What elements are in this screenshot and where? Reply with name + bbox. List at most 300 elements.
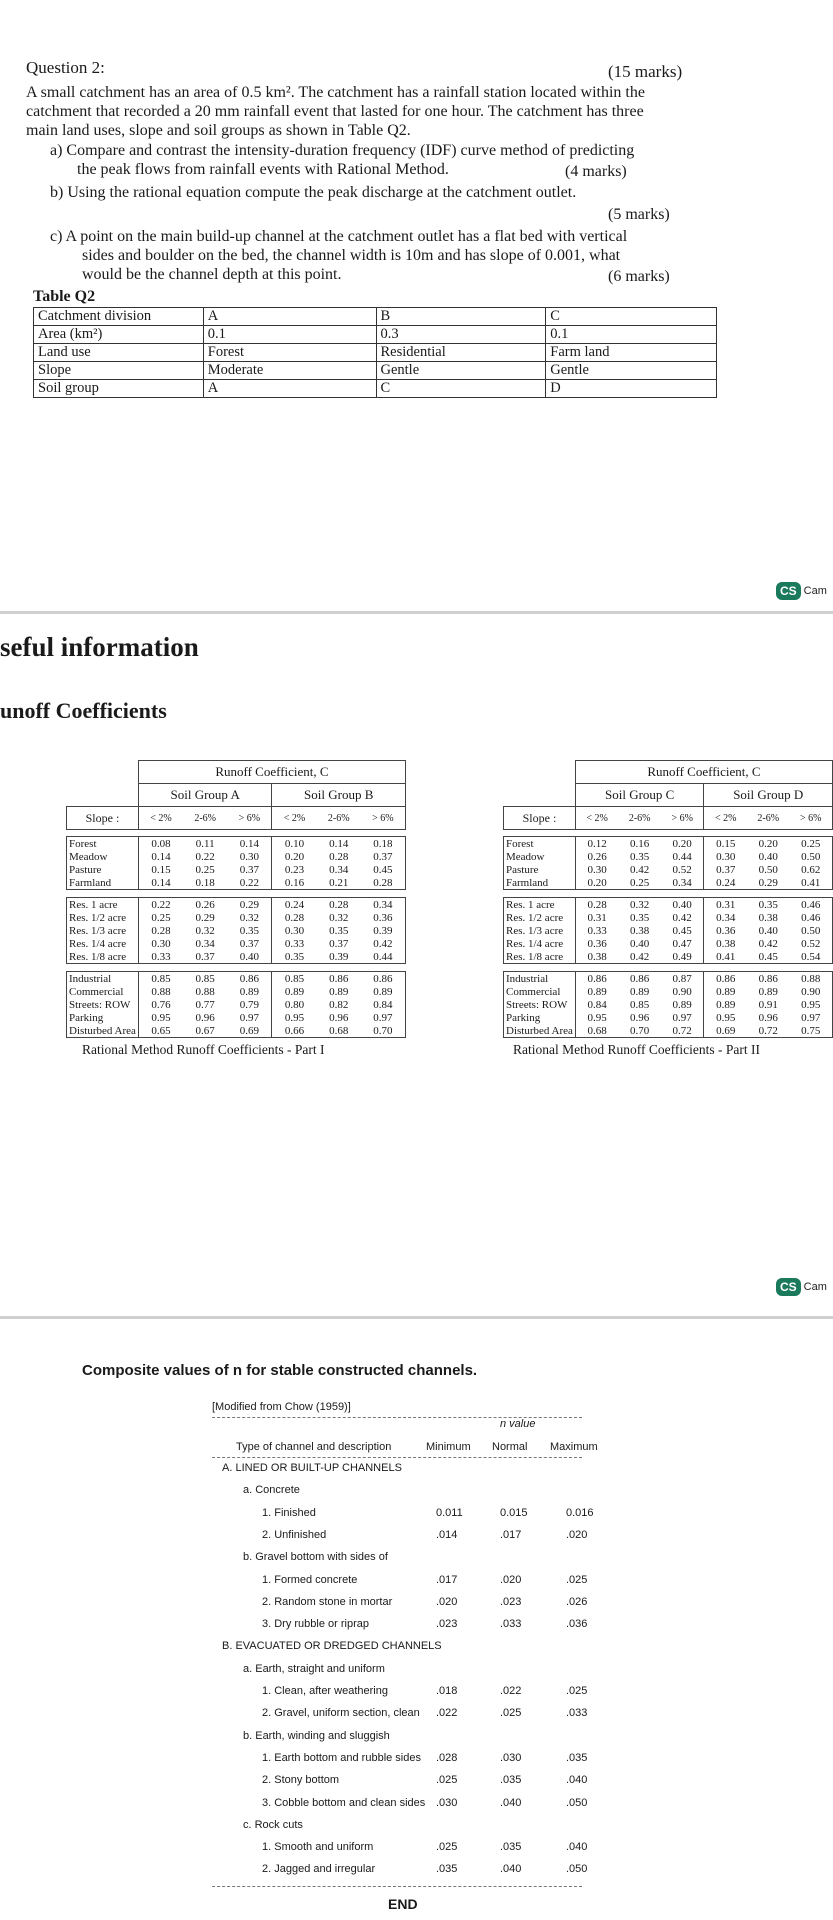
rc-coefficient: 0.25 xyxy=(789,837,832,851)
rc-coefficient: 0.21 xyxy=(317,876,361,890)
rc-spacer-cell xyxy=(67,964,406,972)
rc-coefficient: 0.30 xyxy=(575,863,618,876)
rc-coefficient: 0.52 xyxy=(789,937,832,950)
channel-subsection-label: a. Earth, straight and uniform xyxy=(243,1663,385,1675)
rc-data-row xyxy=(67,1011,406,1024)
rc-coefficient: 0.44 xyxy=(361,950,406,964)
rc-coefficient: 0.75 xyxy=(789,1024,832,1038)
rc-title: Runoff Coefficient, C xyxy=(575,761,832,784)
rc-coefficient: 0.89 xyxy=(329,985,349,998)
channel-type-label: 1. Smooth and uniform xyxy=(262,1841,374,1853)
part-a-line: a) Compare and contrast the intensity-duration frequency (IDF) curve method of predicting xyxy=(50,142,635,159)
rc-land-use: Res. 1/3 acre xyxy=(67,924,139,937)
rc-title: Runoff Coefficient, C xyxy=(138,761,405,784)
channel-section-label: A. LINED OR BUILT-UP CHANNELS xyxy=(222,1462,402,1474)
rc-coefficient: 0.30 xyxy=(704,850,747,863)
channel-section-label: B. EVACUATED OR DREDGED CHANNELS xyxy=(222,1640,442,1652)
rc-coefficient: 0.95 xyxy=(704,1011,747,1024)
n-min-value: .035 xyxy=(436,1863,458,1875)
rc-coefficient: 0.18 xyxy=(183,876,227,890)
rc-coefficient: 0.14 xyxy=(138,876,183,890)
rc-coefficient: 0.85 xyxy=(272,972,317,986)
rc-data-row xyxy=(504,898,833,912)
n-normal-value: .023 xyxy=(500,1596,522,1608)
rc-coefficient: 0.35 xyxy=(630,850,650,863)
rc-coefficient: 0.10 xyxy=(272,837,317,851)
rc-land-use: Streets: ROW xyxy=(67,998,139,1011)
rc-coefficient: 0.89 xyxy=(272,985,317,998)
rc-data-row xyxy=(504,998,833,1011)
part-c-line: would be the channel depth at this point. xyxy=(82,266,342,283)
part2-caption: Rational Method Runoff Coefficients - Part II xyxy=(513,1042,760,1057)
rc-coefficient: 0.25 xyxy=(618,876,661,890)
rc-coefficient: 0.90 xyxy=(672,985,692,998)
rc-coefficient: 0.85 xyxy=(183,972,227,986)
n-min-value: .018 xyxy=(436,1685,458,1697)
rc-data-row xyxy=(67,837,406,851)
rc-coefficient: 0.14 xyxy=(227,837,272,851)
rc-coefficient: 0.36 xyxy=(704,924,747,937)
rc-data-row xyxy=(67,998,406,1011)
n-min-value: .025 xyxy=(436,1841,458,1853)
rc-coefficient: 0.65 xyxy=(138,1024,183,1038)
intro-line: main land uses, slope and soil groups as shown in Table Q2. xyxy=(26,122,411,139)
rc-land-use: Res. 1 acre xyxy=(67,898,139,912)
n-min-value: .014 xyxy=(436,1529,458,1541)
rc-coefficient: 0.32 xyxy=(239,911,259,924)
channel-type-label: 2. Unfinished xyxy=(262,1529,327,1541)
n-max-value: .036 xyxy=(566,1618,588,1630)
table-q2-row xyxy=(34,362,717,380)
n-normal-value: .022 xyxy=(500,1685,522,1697)
rc-coefficient: 0.86 xyxy=(704,972,747,986)
rc-coefficient: 0.96 xyxy=(630,1011,650,1024)
table-q2 xyxy=(33,307,717,398)
rc-coefficient: 0.45 xyxy=(747,950,790,964)
rc-coefficient: 0.30 xyxy=(138,937,183,950)
rc-spacer xyxy=(504,964,833,972)
rc-coefficient: 0.30 xyxy=(239,850,259,863)
rc-data-row xyxy=(504,1011,833,1024)
rc-slope-value: > 6% xyxy=(789,807,832,830)
rc-coefficient: 0.86 xyxy=(747,972,790,986)
rc-coefficient: 0.79 xyxy=(239,998,259,1011)
rc-coefficient: 0.34 xyxy=(704,911,747,924)
exam-page-question xyxy=(0,0,833,612)
n-max-value: .025 xyxy=(566,1574,588,1586)
rc-coefficient: 0.28 xyxy=(272,911,317,924)
rc-coefficient: 0.90 xyxy=(789,985,832,998)
rc-coefficient: 0.24 xyxy=(272,898,317,912)
col-normal-header: Normal xyxy=(492,1441,528,1453)
rc-coefficient: 0.28 xyxy=(361,876,406,890)
rc-data-row xyxy=(67,876,406,890)
rc-coefficient: 0.85 xyxy=(630,998,650,1011)
rc-coefficient: 0.31 xyxy=(575,911,618,924)
channel-type-label: 2. Gravel, uniform section, clean xyxy=(262,1707,420,1719)
part-b-marks: (5 marks) xyxy=(608,206,670,223)
rc-data-row xyxy=(67,924,406,937)
n-min-value: .025 xyxy=(436,1774,458,1786)
rc-coefficient: 0.97 xyxy=(672,1011,692,1024)
table-q2-cell: Land use xyxy=(34,344,204,362)
question-intro xyxy=(26,83,716,140)
rc-coefficient: 0.50 xyxy=(789,850,832,863)
table-q2-cell: D xyxy=(546,380,717,398)
page-divider xyxy=(0,1316,833,1319)
question-marks: (15 marks) xyxy=(608,62,683,81)
part1-caption: Rational Method Runoff Coefficients - Part I xyxy=(82,1042,325,1057)
end-label: END xyxy=(388,1896,418,1912)
n-value-label: n value xyxy=(500,1418,536,1430)
rc-coefficient: 0.22 xyxy=(138,898,183,912)
table-q2-row xyxy=(34,326,717,344)
rc-coefficient: 0.72 xyxy=(747,1024,790,1038)
rc-title-row xyxy=(504,761,833,784)
rc-land-use: Res. 1 acre xyxy=(504,898,576,912)
rc-coefficient: 0.46 xyxy=(789,911,832,924)
rc-coefficient: 0.28 xyxy=(575,898,618,912)
rc-land-use: Forest xyxy=(504,837,576,851)
rc-coefficient: 0.37 xyxy=(239,937,259,950)
rc-coefficient: 0.28 xyxy=(317,898,361,912)
table-q2-cell: Forest xyxy=(203,344,376,362)
rc-coefficient: 0.35 xyxy=(329,924,349,937)
n-normal-value: .020 xyxy=(500,1574,522,1586)
rc-data-row xyxy=(67,937,406,950)
rc-data-row xyxy=(67,972,406,986)
rc-slope-label: Slope : xyxy=(504,807,576,830)
rc-coefficient: 0.39 xyxy=(317,950,361,964)
rc-coefficient: 0.33 xyxy=(138,950,183,964)
rc-data-row xyxy=(67,850,406,863)
n-max-value: .050 xyxy=(566,1797,588,1809)
channel-subsection-label: b. Earth, winding and sluggish xyxy=(243,1730,390,1742)
rc-land-use: Res. 1/4 acre xyxy=(504,937,576,950)
channel-type-label: 1. Finished xyxy=(262,1507,316,1519)
rc-coefficient: 0.35 xyxy=(747,898,790,912)
n-max-value: .035 xyxy=(566,1752,588,1764)
rc-coefficient: 0.69 xyxy=(704,1024,747,1038)
runoff-table-part2 xyxy=(503,760,833,1058)
rc-coefficient: 0.32 xyxy=(195,924,215,937)
rc-coefficient: 0.45 xyxy=(361,863,406,876)
rc-coefficient: 0.96 xyxy=(329,1011,349,1024)
rc-coefficient: 0.37 xyxy=(361,850,406,863)
rc-land-use: Res. 1/8 acre xyxy=(67,950,139,964)
rc-coefficient: 0.31 xyxy=(704,898,747,912)
rc-coefficient: 0.88 xyxy=(138,985,183,998)
rc-coefficient: 0.97 xyxy=(361,1011,406,1024)
channel-type-label: 2. Stony bottom xyxy=(262,1774,340,1786)
rc-data-row xyxy=(504,1024,833,1038)
rc-slope-value: 2-6% xyxy=(317,807,361,830)
rc-coefficient: 0.69 xyxy=(227,1024,272,1038)
n-min-value: .030 xyxy=(436,1797,458,1809)
rc-coefficient: 0.72 xyxy=(661,1024,704,1038)
n-normal-value: .035 xyxy=(500,1774,522,1786)
rc-land-use: Res. 1/8 acre xyxy=(504,950,576,964)
channel-type-label: 3. Dry rubble or riprap xyxy=(262,1618,369,1630)
table-q2-cell: Residential xyxy=(376,344,546,362)
table-q2-row xyxy=(34,380,717,398)
table-caption: Table Q2 xyxy=(33,288,96,305)
rc-coefficient: 0.24 xyxy=(704,876,747,890)
rc-coefficient: 0.40 xyxy=(758,850,778,863)
table-q2-cell: Moderate xyxy=(203,362,376,380)
manning-n-title: Composite values of n for stable constructed channels. xyxy=(82,1362,478,1379)
camscanner-logo-icon: CS xyxy=(776,582,801,600)
rc-coefficient: 0.86 xyxy=(317,972,361,986)
table-q2-cell: Farm land xyxy=(546,344,717,362)
intro-line: catchment that recorded a 20 mm rainfall event that lasted for one hour. The catchment has three xyxy=(26,103,644,120)
rc-spacer xyxy=(67,964,406,972)
rc-coefficient: 0.25 xyxy=(195,863,215,876)
rc-coefficient: 0.25 xyxy=(138,911,183,924)
n-normal-value: .017 xyxy=(500,1529,522,1541)
channel-type-label: 1. Earth bottom and rubble sides xyxy=(262,1752,421,1764)
table-q2-cell: 0.1 xyxy=(203,326,376,344)
channel-subsection-label: a. Concrete xyxy=(243,1484,300,1496)
part-c-line: sides and boulder on the bed, the channel width is 10m and has slope of 0.001, what xyxy=(82,247,621,264)
rc-coefficient: 0.34 xyxy=(661,876,704,890)
rc-land-use: Commercial xyxy=(67,985,139,998)
rc-spacer-cell xyxy=(504,964,833,972)
rc-coefficient: 0.22 xyxy=(195,850,215,863)
rc-coefficient: 0.52 xyxy=(672,863,692,876)
rc-coefficient: 0.42 xyxy=(618,950,661,964)
table-q2-row xyxy=(34,344,717,362)
rc-coefficient: 0.89 xyxy=(704,985,747,998)
rc-coefficient: 0.34 xyxy=(361,898,406,912)
rc-coefficient: 0.95 xyxy=(789,998,832,1011)
channel-type-label: 2. Jagged and irregular xyxy=(262,1863,376,1875)
table-q2-cell: Catchment division xyxy=(34,308,204,326)
rc-coefficient: 0.44 xyxy=(672,850,692,863)
channel-type-label: 1. Clean, after weathering xyxy=(262,1685,388,1697)
table-q2-cell: B xyxy=(376,308,546,326)
rc-coefficient: 0.37 xyxy=(329,937,349,950)
n-normal-value: .040 xyxy=(500,1863,522,1875)
rc-spacer xyxy=(504,830,833,837)
rc-land-use: Parking xyxy=(504,1011,576,1024)
rc-coefficient: 0.82 xyxy=(329,998,349,1011)
rc-coefficient: 0.14 xyxy=(138,850,183,863)
channel-type-label: 3. Cobble bottom and clean sides xyxy=(262,1797,426,1809)
rc-slope-label: Slope : xyxy=(67,807,139,830)
runoff-table-part1 xyxy=(66,760,406,1058)
divider xyxy=(212,1886,582,1887)
rc-coefficient: 0.86 xyxy=(618,972,661,986)
rc-coefficient: 0.45 xyxy=(672,924,692,937)
camscanner-badge xyxy=(776,582,827,600)
rc-coefficient: 0.50 xyxy=(789,924,832,937)
n-min-value: .020 xyxy=(436,1596,458,1608)
rc-land-use: Farmland xyxy=(504,876,576,890)
rc-data-row xyxy=(67,950,406,964)
table-q2-cell: Soil group xyxy=(34,380,204,398)
rc-coefficient: 0.68 xyxy=(317,1024,361,1038)
channel-subsection-label: c. Rock cuts xyxy=(243,1819,303,1831)
rc-land-use: Forest xyxy=(67,837,139,851)
rc-data-row xyxy=(504,985,833,998)
table-q2-cell: A xyxy=(203,308,376,326)
rc-data-row xyxy=(67,985,406,998)
rc-coefficient: 0.23 xyxy=(272,863,317,876)
rc-spacer-cell xyxy=(67,890,406,898)
rc-data-row xyxy=(504,937,833,950)
part-c-line: c) A point on the main build-up channel at the catchment outlet has a flat bed with vertical xyxy=(50,228,628,245)
rc-coefficient: 0.42 xyxy=(361,937,406,950)
rc-coefficient: 0.28 xyxy=(138,924,183,937)
part-a-marks: (4 marks) xyxy=(565,163,627,180)
rc-coefficient: 0.46 xyxy=(789,898,832,912)
rc-coefficient: 0.37 xyxy=(183,950,227,964)
rc-coefficient: 0.34 xyxy=(195,937,215,950)
part-b-line: b) Using the rational equation compute the peak discharge at the catchment outlet. xyxy=(50,184,577,201)
rc-slope-value: 2-6% xyxy=(618,807,661,830)
rc-slope-value: > 6% xyxy=(227,807,272,830)
n-max-value: .025 xyxy=(566,1685,588,1697)
rc-coefficient: 0.28 xyxy=(329,850,349,863)
rc-land-use: Res. 1/3 acre xyxy=(504,924,576,937)
rc-coefficient: 0.37 xyxy=(704,863,747,876)
rc-land-use: Pasture xyxy=(67,863,139,876)
rc-slope-value: 2-6% xyxy=(747,807,790,830)
rc-land-use: Industrial xyxy=(67,972,139,986)
rc-slope-value: 2-6% xyxy=(183,807,227,830)
rc-coefficient: 0.89 xyxy=(758,985,778,998)
rc-data-row xyxy=(67,1024,406,1038)
rc-corner xyxy=(504,761,576,784)
rc-spacer xyxy=(504,890,833,898)
rc-coefficient: 0.20 xyxy=(661,837,704,851)
rc-coefficient: 0.35 xyxy=(239,924,259,937)
rc-coefficient: 0.12 xyxy=(575,837,618,851)
divider xyxy=(212,1457,582,1458)
rc-coefficient: 0.20 xyxy=(575,876,618,890)
rc-coefficient: 0.16 xyxy=(272,876,317,890)
rc-coefficient: 0.88 xyxy=(195,985,215,998)
rc-coefficient: 0.70 xyxy=(361,1024,406,1038)
rc-coefficient: 0.54 xyxy=(789,950,832,964)
rc-coefficient: 0.37 xyxy=(239,863,259,876)
table-q2-cell: A xyxy=(203,380,376,398)
n-max-value: .040 xyxy=(566,1841,588,1853)
rc-coefficient: 0.62 xyxy=(789,863,832,876)
table-q2-cell: Gentle xyxy=(546,362,717,380)
rc-coefficient: 0.41 xyxy=(789,876,832,890)
rc-coefficient: 0.97 xyxy=(789,1011,832,1024)
rc-land-use: Meadow xyxy=(67,850,139,863)
rc-coefficient: 0.26 xyxy=(183,898,227,912)
rc-coefficient: 0.20 xyxy=(747,837,790,851)
rc-soil-group: Soil Group B xyxy=(272,784,406,807)
camscanner-logo-icon: CS xyxy=(776,1278,801,1296)
n-normal-value: .030 xyxy=(500,1752,522,1764)
col-type-header: Type of channel and description xyxy=(236,1441,392,1453)
rc-land-use: Pasture xyxy=(504,863,576,876)
rc-land-use: Industrial xyxy=(504,972,576,986)
rc-coefficient: 0.29 xyxy=(195,911,215,924)
rc-coefficient: 0.84 xyxy=(575,998,618,1011)
rc-coefficient: 0.47 xyxy=(672,937,692,950)
rc-coefficient: 0.89 xyxy=(575,985,618,998)
col-max-header: Maximum xyxy=(550,1441,598,1453)
rc-data-row xyxy=(67,911,406,924)
rc-coefficient: 0.76 xyxy=(138,998,183,1011)
rc-title-row xyxy=(67,761,406,784)
rc-data-row xyxy=(67,898,406,912)
rc-spacer-cell xyxy=(504,830,833,837)
rc-coefficient: 0.14 xyxy=(317,837,361,851)
rc-coefficient: 0.29 xyxy=(227,898,272,912)
rc-coefficient: 0.95 xyxy=(272,1011,317,1024)
rc-coefficient: 0.40 xyxy=(661,898,704,912)
rc-coefficient: 0.38 xyxy=(704,937,747,950)
rc-coefficient: 0.89 xyxy=(361,985,406,998)
rc-land-use: Farmland xyxy=(67,876,139,890)
rc-coefficient: 0.42 xyxy=(630,863,650,876)
rc-data-row xyxy=(504,863,833,876)
n-max-value: .033 xyxy=(566,1707,588,1719)
rc-slope-value: < 2% xyxy=(704,807,747,830)
rc-coefficient: 0.30 xyxy=(272,924,317,937)
rc-corner xyxy=(504,784,576,807)
rc-coefficient: 0.11 xyxy=(183,837,227,851)
rc-coefficient: 0.15 xyxy=(138,863,183,876)
rc-coefficient: 0.88 xyxy=(789,972,832,986)
channel-subsection-label: b. Gravel bottom with sides of xyxy=(243,1551,388,1563)
channel-type-label: 1. Formed concrete xyxy=(262,1574,358,1586)
rc-coefficient: 0.32 xyxy=(329,911,349,924)
rc-coefficient: 0.84 xyxy=(361,998,406,1011)
rc-land-use: Disturbed Area xyxy=(67,1024,139,1038)
rc-soil-group: Soil Group A xyxy=(138,784,272,807)
rc-coefficient: 0.42 xyxy=(672,911,692,924)
n-min-value: .023 xyxy=(436,1618,458,1630)
rc-coefficient: 0.86 xyxy=(575,972,618,986)
rc-land-use: Commercial xyxy=(504,985,576,998)
rc-coefficient: 0.95 xyxy=(575,1011,618,1024)
rc-land-use: Parking xyxy=(67,1011,139,1024)
manning-n-source: [Modified from Chow (1959)] xyxy=(212,1401,351,1413)
rc-coefficient: 0.38 xyxy=(575,950,618,964)
rc-coefficient: 0.87 xyxy=(661,972,704,986)
rc-slope-value: > 6% xyxy=(361,807,406,830)
rc-land-use: Res. 1/2 acre xyxy=(67,911,139,924)
rc-slope-row xyxy=(67,807,406,830)
camscanner-label: Cam xyxy=(803,585,827,597)
rc-slope-value: < 2% xyxy=(575,807,618,830)
rc-data-row xyxy=(67,863,406,876)
rc-spacer-cell xyxy=(504,890,833,898)
rc-spacer xyxy=(67,830,406,837)
rc-coefficient: 0.85 xyxy=(138,972,183,986)
rc-coefficient: 0.67 xyxy=(183,1024,227,1038)
rc-land-use: Res. 1/2 acre xyxy=(504,911,576,924)
rc-slope-value: < 2% xyxy=(272,807,317,830)
rc-coefficient: 0.38 xyxy=(758,911,778,924)
intro-line: A small catchment has an area of 0.5 km². The catchment has a rainfall station located within the xyxy=(26,84,645,101)
rc-data-row xyxy=(504,950,833,964)
rc-coefficient: 0.29 xyxy=(747,876,790,890)
rc-coefficient: 0.96 xyxy=(195,1011,215,1024)
rc-coefficient: 0.34 xyxy=(329,863,349,876)
camscanner-label: Cam xyxy=(803,1281,827,1293)
rc-slope-value: < 2% xyxy=(138,807,183,830)
rc-spacer xyxy=(67,890,406,898)
